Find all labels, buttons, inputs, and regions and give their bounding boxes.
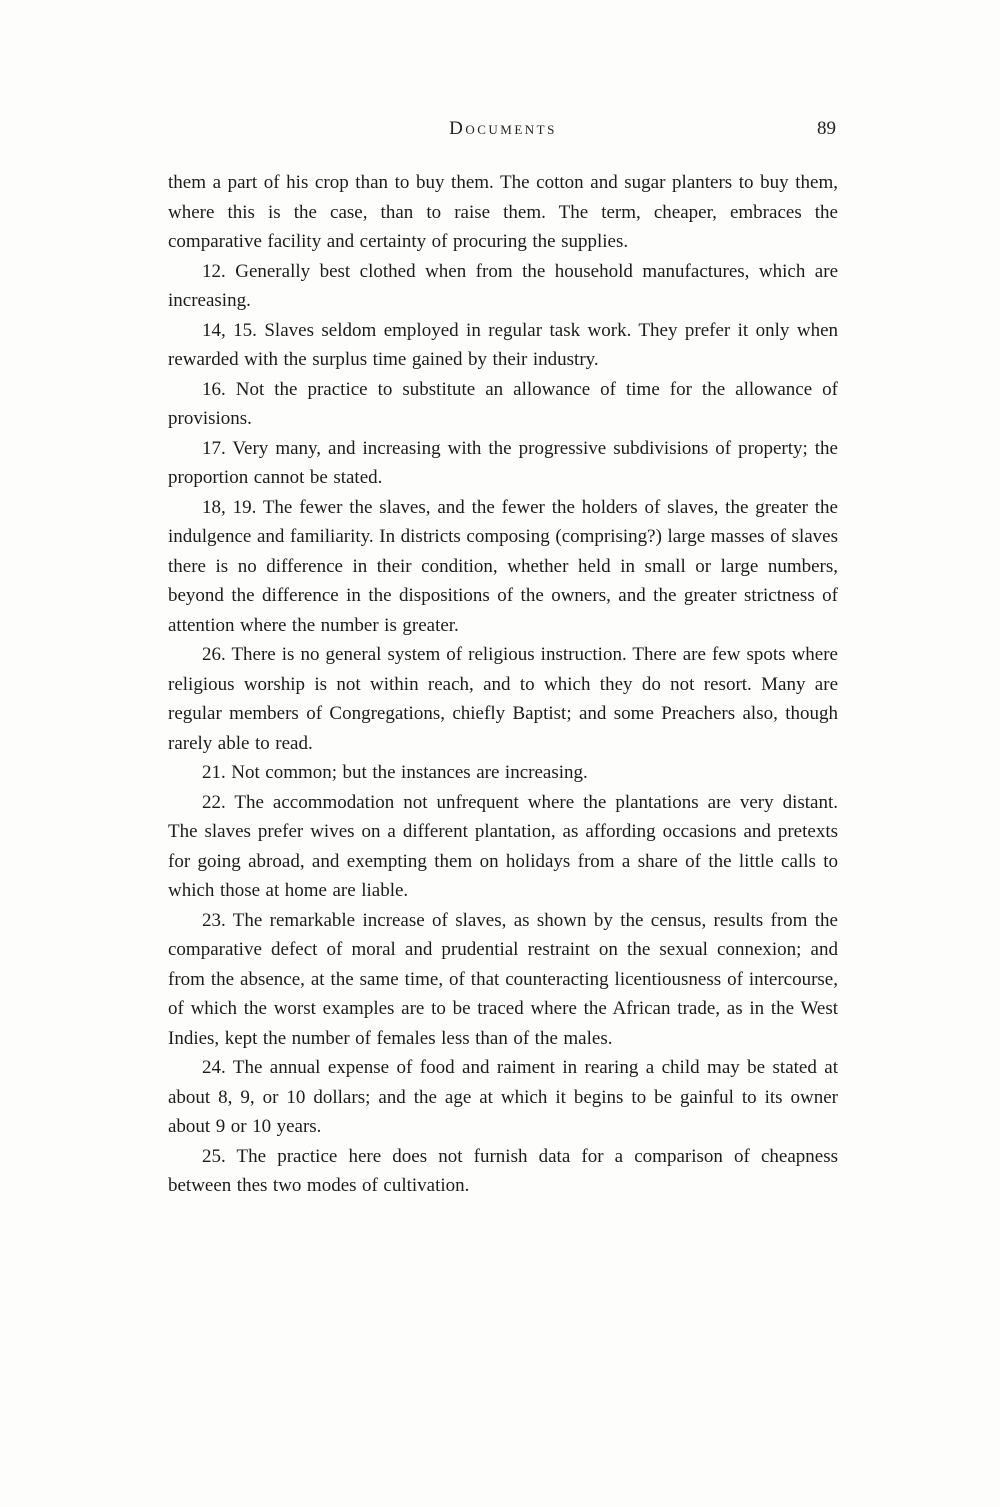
paragraph-item-17: 17. Very many, and increasing with the progressive subdivisions of property; the proportion cannot be stated.	[168, 437, 838, 488]
running-header	[168, 118, 838, 144]
paragraph-item-22: 22. The accommodation not unfrequent where the plantations are very distant. The slaves prefer wives on a different plantation, as affording occasions and pretexts for going abroad, and exempting them on holidays from a share of the little calls to which those at home are liable.	[168, 791, 838, 901]
page-number: 89	[817, 118, 836, 139]
paragraph-item-23: 23. The remarkable increase of slaves, as shown by the census, results from the comparative defect of moral and prudential restraint on the sexual connexion; and from the absence, at the same time, of that counteracting licentiousness of intercourse, of which the worst examples are to be traced where the African trade, as in the West Indies, kept the number of females less than of the males.	[168, 909, 838, 1049]
paragraph-item-26: 26. There is no general system of religious instruction. There are few spots where religious worship is not within reach, and to which they do not resort. Many are regular members of Congregations, chiefly Baptist; and some Preachers also, though rarely able to read.	[168, 644, 838, 754]
paragraph-item-25: 25. The practice here does not furnish data for a comparison of cheapness between thes two modes of cultivation.	[168, 1145, 838, 1196]
running-head-title: Documents	[449, 118, 557, 139]
body-text	[168, 168, 838, 1201]
paragraph-item-12: 12. Generally best clothed when from the household manufactures, which are increasing.	[168, 260, 838, 311]
paragraph-item-14-15: 14, 15. Slaves seldom employed in regular task work. They prefer it only when rewarded with the surplus time gained by their industry.	[168, 319, 838, 370]
paragraph-item-21: 21. Not common; but the instances are increasing.	[202, 762, 588, 783]
paragraph-continuation: them a part of his crop than to buy them. The cotton and sugar planters to buy them, where this is the case, than to raise them. The term, cheaper, embraces the comparative facility and certainty of procuring the supplies.	[168, 172, 838, 252]
paragraph-item-18-19: 18, 19. The fewer the slaves, and the fewer the holders of slaves, the greater the indulgence and familiarity. In districts composing (comprising?) large masses of slaves there is no difference in their condition, whether held in small or large numbers, beyond the difference in the dispositions of the owners, and the greater strictness of attention where the number is greater.	[168, 496, 838, 636]
paragraph-item-24: 24. The annual expense of food and raiment in rearing a child may be stated at about 8, 9, or 10 dollars; and the age at which it begins to be gainful to its owner about 9 or 10 years.	[168, 1057, 838, 1137]
paragraph-item-16: 16. Not the practice to substitute an allowance of time for the allowance of provisions.	[168, 378, 838, 429]
